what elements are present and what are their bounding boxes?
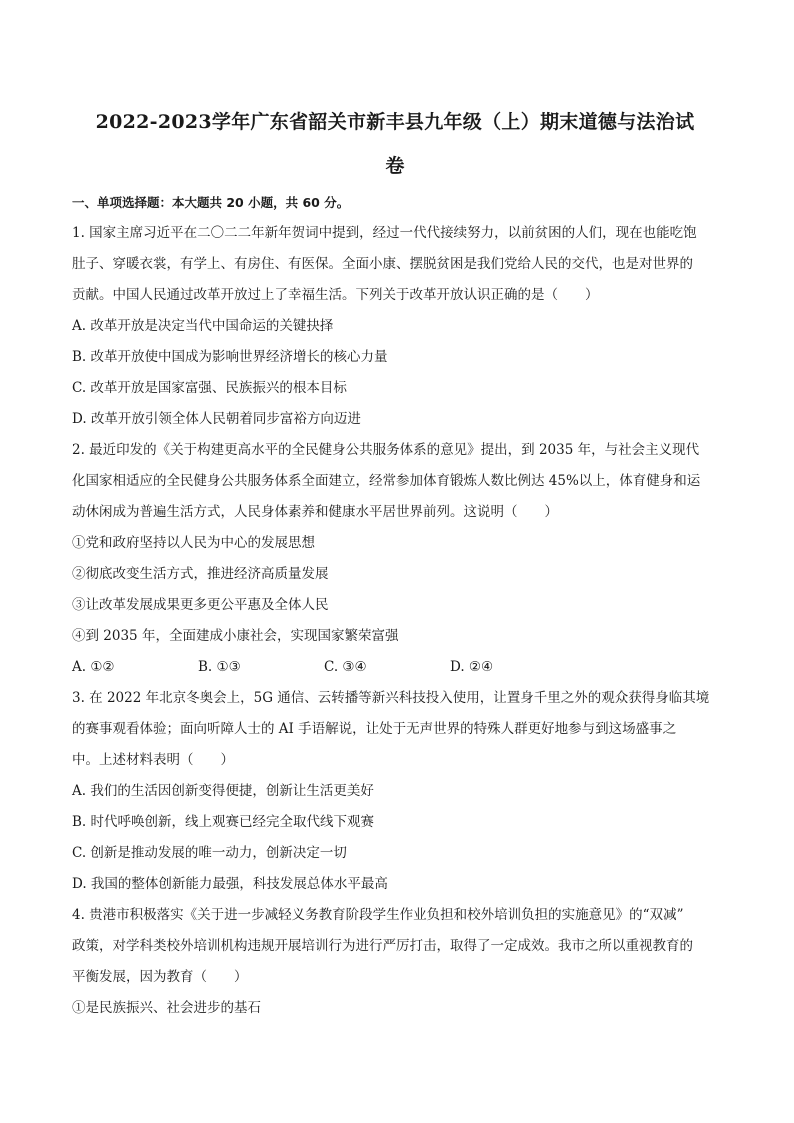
question-3 <box>72 683 718 900</box>
option-a: A. 我们的生活因创新变得便捷，创新让生活更美好 <box>72 783 374 799</box>
option-a: A. 改革开放是决定当代中国命运的关键抉择 <box>72 318 334 334</box>
option-a: A. ①② <box>72 659 115 675</box>
question-2 <box>72 435 718 683</box>
option-c: C. ③④ <box>324 659 367 675</box>
question-stem-line: 2. 最近印发的《关于构建更高水平的全民健身公共服务体系的意见》提出，到 2035 年，与社会主义现代 <box>72 442 700 458</box>
question-stem-line: 4. 贵港市积极落实《关于进一步减轻义务教育阶段学生作业负担和校外培训负担的实施意见》的“双减” <box>72 907 684 923</box>
option-d: D. 我国的整体创新能力最强，科技发展总体水平最高 <box>72 876 388 892</box>
question-stem-line: 化国家相适应的全民健身公共服务体系全面建立，经常参加体育锻炼人数比例达 45%以上，体育健身和运 <box>72 473 701 489</box>
question-4 <box>72 900 718 1024</box>
section-heading: 一、单项选择题：本大题共 20 小题，共 60 分。 <box>72 195 350 210</box>
statement-4: ④到 2035 年，全面建成小康社会，实现国家繁荣富强 <box>72 628 399 644</box>
question-stem-line: 政策，对学科类校外培训机构违规开展培训行为进行严厉打击，取得了一定成效。我市之所以重视教育的 <box>72 938 693 954</box>
exam-title-line-1: 2022-2023学年广东省韶关市新丰县九年级（上）期末道德与法治试 <box>95 111 695 133</box>
option-c: C. 改革开放是国家富强、民族振兴的根本目标 <box>72 380 347 396</box>
option-d: D. 改革开放引领全体人民朝着同步富裕方向迈进 <box>72 411 361 427</box>
question-1 <box>72 218 718 435</box>
question-stem-line: 贡献。中国人民通过改革开放过上了幸福生活。下列关于改革开放认识正确的是（ ） <box>72 287 599 303</box>
exam-title-line-2: 卷 <box>385 155 405 177</box>
question-stem-line: 平衡发展，因为教育（ ） <box>72 969 248 985</box>
option-b: B. 时代呼唤创新，线上观赛已经完全取代线下观赛 <box>72 814 375 830</box>
question-stem-line: 1. 国家主席习近平在二〇二二年新年贺词中提到，经过一代代接续努力，以前贫困的人们，现在也能吃饱 <box>72 225 697 241</box>
question-stem-line: 中。上述材料表明（ ） <box>72 752 234 768</box>
option-row <box>72 652 718 683</box>
statement-3: ③让改革发展成果更多更公平惠及全体人民 <box>72 597 329 613</box>
question-stem-line: 3. 在 2022 年北京冬奥会上，5G 通信、云转播等新兴科技投入使用，让置身千里之外的观众获得身临其境 <box>72 690 710 706</box>
option-d: D. ②④ <box>450 659 494 675</box>
option-c: C. 创新是推动发展的唯一动力，创新决定一切 <box>72 845 347 861</box>
question-stem-line: 动休闲成为普遍生活方式，人民身体素养和健康水平居世界前列。这说明（ ） <box>72 504 558 520</box>
option-b: B. ①③ <box>198 659 241 675</box>
statement-2: ②彻底改变生活方式，推进经济高质量发展 <box>72 566 329 582</box>
question-stem-line: 的赛事观看体验；面向听障人士的 AI 手语解说，让处于无声世界的特殊人群更好地参与到这场盛事之 <box>72 721 677 737</box>
statement-1: ①是民族振兴、社会进步的基石 <box>72 1000 261 1016</box>
exam-title <box>72 100 718 188</box>
question-stem-line: 肚子、穿暖衣裳，有学上、有房住、有医保。全面小康、摆脱贫困是我们党给人民的交代，也是对世界的 <box>72 256 693 272</box>
statement-1: ①党和政府坚持以人民为中心的发展思想 <box>72 535 315 551</box>
option-b: B. 改革开放使中国成为影响世界经济增长的核心力量 <box>72 349 388 365</box>
